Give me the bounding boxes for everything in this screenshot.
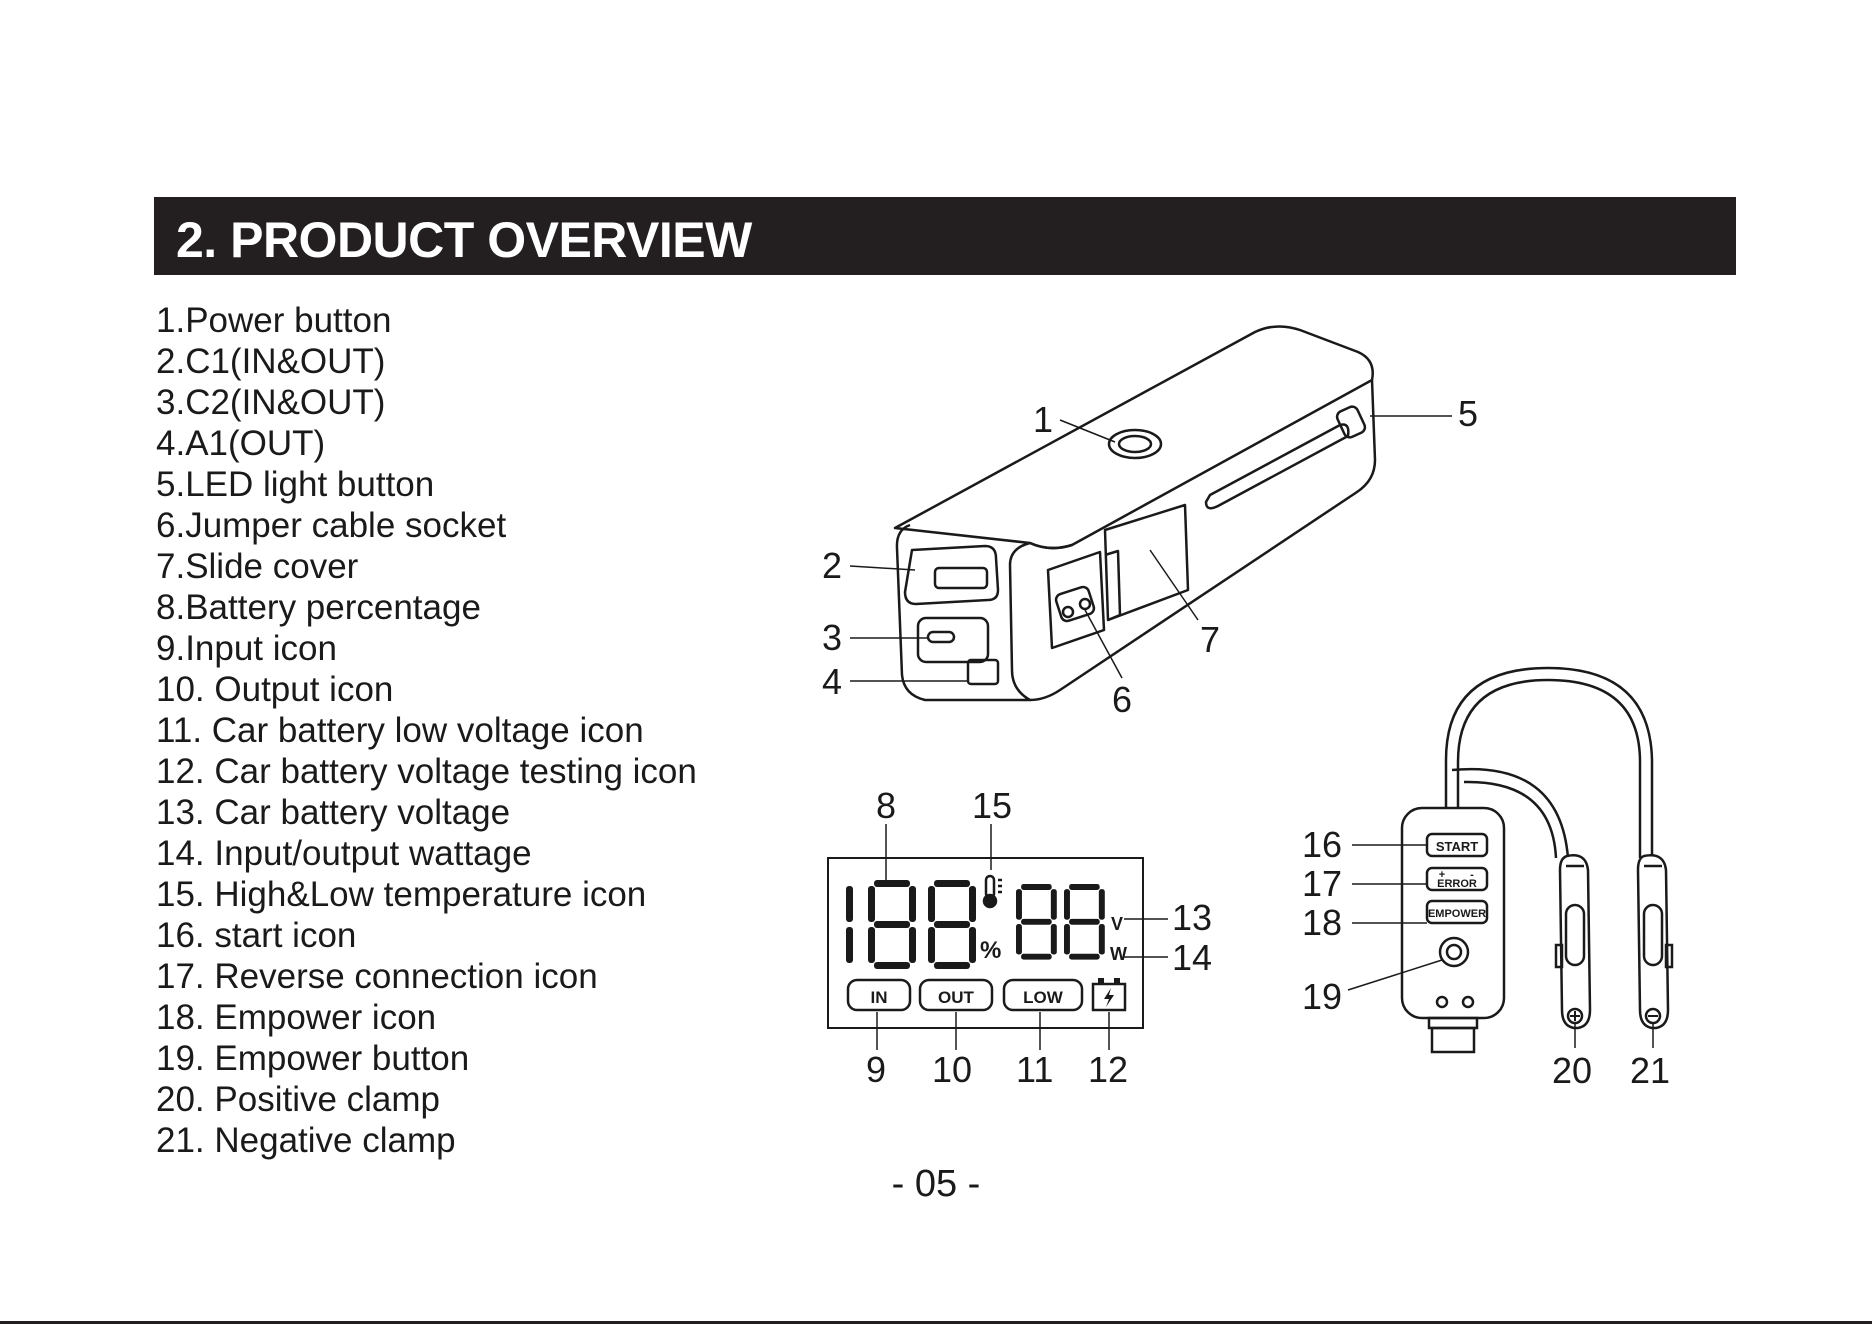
clamp-plus-sign: + (1438, 869, 1446, 881)
parts-list-item: 3.C2(IN&OUT) (156, 383, 386, 422)
lcd-in-label: IN (870, 988, 888, 1007)
led-button-shape (1335, 405, 1367, 440)
lcd-volt-unit: V (1111, 914, 1124, 934)
parts-list-item: 14. Input/output wattage (156, 834, 532, 873)
callout-4: 4 (822, 661, 843, 702)
callout-19: 19 (1302, 976, 1343, 1017)
callout-17: 17 (1302, 863, 1343, 904)
parts-list-item: 11. Car battery low voltage icon (156, 711, 644, 750)
parts-list-item: 2.C1(IN&OUT) (156, 342, 386, 381)
callout-1: 1 (1033, 399, 1054, 440)
callout-2: 2 (822, 545, 843, 586)
lcd-low-label: LOW (1023, 988, 1063, 1007)
jumper-clamp-illustration (1348, 668, 1672, 1052)
callout-9: 9 (866, 1049, 887, 1090)
parts-list-item: 8.Battery percentage (156, 588, 481, 627)
parts-list-item: 17. Reverse connection icon (156, 957, 598, 996)
callout-16: 16 (1302, 824, 1343, 865)
parts-list-item: 1.Power button (156, 301, 392, 340)
parts-list-item: 21. Negative clamp (156, 1121, 456, 1160)
parts-list-item: 13. Car battery voltage (156, 793, 511, 832)
callout-10: 10 (932, 1049, 973, 1090)
callout-7: 7 (1200, 619, 1221, 660)
parts-list-item: 7.Slide cover (156, 547, 359, 586)
power-bank-illustration (850, 326, 1452, 700)
callout-11: 11 (1016, 1049, 1054, 1090)
callout-6: 6 (1112, 679, 1133, 720)
parts-list-item: 15. High&Low temperature icon (156, 875, 647, 914)
parts-list-item: 12. Car battery voltage testing icon (156, 752, 697, 791)
callout-20: 20 (1552, 1050, 1593, 1091)
callout-8: 8 (876, 785, 897, 826)
parts-list-item: 19. Empower button (156, 1039, 470, 1078)
parts-list-item: 20. Positive clamp (156, 1080, 441, 1119)
page-number: - 05 - (891, 1163, 981, 1205)
callout-18: 18 (1302, 902, 1343, 943)
parts-list-item: 6.Jumper cable socket (156, 506, 507, 545)
a1-port-shape (968, 660, 998, 684)
callout-3: 3 (822, 617, 843, 658)
parts-list-item: 5.LED light button (156, 465, 435, 504)
callout-13: 13 (1172, 897, 1213, 938)
lcd-display (828, 824, 1168, 1050)
callout-21: 21 (1630, 1050, 1671, 1091)
parts-list-item: 18. Empower icon (156, 998, 437, 1037)
callout-12: 12 (1088, 1049, 1129, 1090)
lcd-out-label: OUT (938, 988, 974, 1007)
lcd-watt-unit: W (1110, 944, 1127, 964)
callout-15: 15 (972, 785, 1013, 826)
clamp-empower-label: EMPOWER (1427, 908, 1487, 920)
parts-list-item: 16. start icon (156, 916, 357, 955)
clamp-start-label: START (1435, 839, 1479, 854)
clamp-error-label: ERROR (1437, 878, 1477, 890)
callout-14: 14 (1172, 937, 1213, 978)
parts-list-item: 4.A1(OUT) (156, 424, 326, 463)
clamp-minus-sign: - (1470, 869, 1474, 881)
parts-list-item: 9.Input icon (156, 629, 337, 668)
section-title: 2. PRODUCT OVERVIEW (176, 212, 752, 268)
c2-port-shape (928, 632, 954, 642)
parts-list-item: 10. Output icon (156, 670, 394, 709)
lcd-percent-sign: % (980, 937, 1002, 964)
c1-port-shape (905, 546, 998, 604)
callout-5: 5 (1458, 393, 1479, 434)
